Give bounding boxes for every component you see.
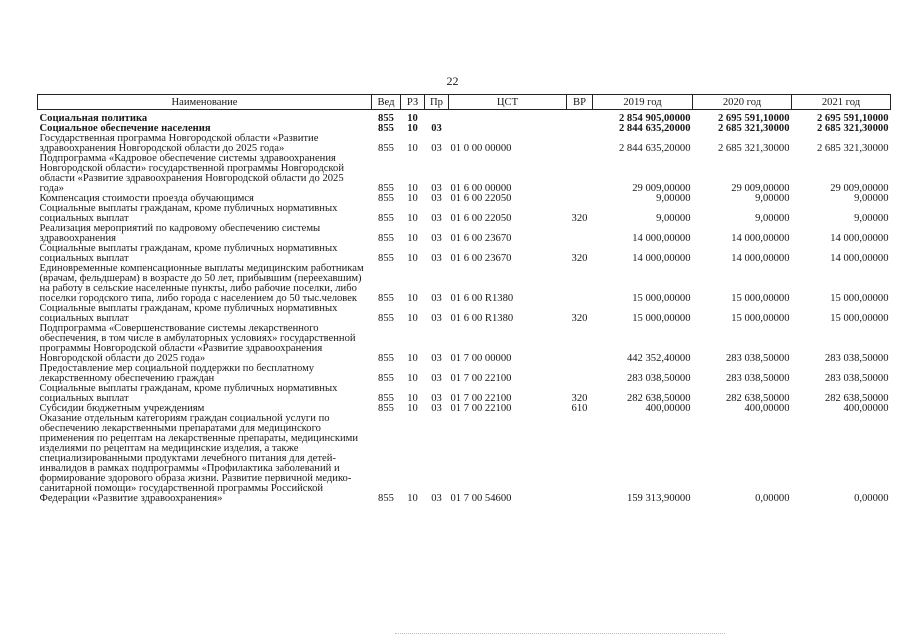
row-2021: 0,00000 — [854, 493, 889, 504]
row-2020: 0,00000 — [755, 493, 790, 504]
row-2021: 15 000,00000 — [830, 313, 889, 324]
table-row — [38, 204, 891, 224]
row-ved: 855 — [378, 123, 394, 134]
row-rz: 10 — [407, 123, 418, 134]
row-pr: 03 — [431, 213, 442, 224]
row-ved: 855 — [378, 113, 394, 124]
row-2020: 14 000,00000 — [731, 253, 790, 264]
row-rz: 10 — [407, 253, 418, 264]
row-2019: 15 000,00000 — [632, 313, 691, 324]
row-2020: 29 009,00000 — [731, 183, 790, 194]
row-2020: 283 038,50000 — [725, 373, 790, 384]
row-rz: 10 — [407, 233, 418, 244]
row-2021: 9,00000 — [854, 213, 889, 224]
row-2020: 2 685 321,30000 — [717, 123, 790, 134]
table-row — [38, 364, 891, 384]
row-pr: 03 — [431, 123, 442, 134]
row-pr: 03 — [431, 313, 442, 324]
row-name: Предоставление мер социальной поддержки по бесплатному лекарственному обеспечению граждан — [39, 363, 315, 384]
row-name: Социальные выплаты гражданам, кроме публичных нормативных социальных выплат — [39, 203, 338, 224]
header-vr: ВР — [567, 95, 593, 110]
table-row — [38, 244, 891, 264]
table-row — [38, 134, 891, 154]
row-name: Социальные выплаты гражданам, кроме публичных нормативных социальных выплат — [39, 383, 338, 404]
table-row — [38, 264, 891, 304]
row-name: Социальные выплаты гражданам, кроме публичных нормативных социальных выплат — [39, 243, 338, 264]
row-2021: 14 000,00000 — [830, 253, 889, 264]
row-vr — [567, 264, 593, 304]
row-2019: 9,00000 — [656, 193, 691, 204]
scan-edge-artifact — [395, 633, 725, 636]
table-row — [38, 384, 891, 404]
row-cst: 01 7 00 22100 — [450, 393, 512, 404]
row-ved: 855 — [378, 253, 394, 264]
row-2020: 9,00000 — [755, 213, 790, 224]
row-pr: 03 — [431, 143, 442, 154]
budget-table — [37, 94, 891, 504]
row-2020: 283 038,50000 — [725, 353, 790, 364]
row-2021: 400,00000 — [843, 403, 889, 414]
row-2020: 15 000,00000 — [731, 293, 790, 304]
row-2020: 15 000,00000 — [731, 313, 790, 324]
table-row — [38, 324, 891, 364]
table-row — [38, 224, 891, 244]
row-2021: 9,00000 — [854, 193, 889, 204]
row-ved: 855 — [378, 143, 394, 154]
row-ved: 855 — [378, 313, 394, 324]
row-rz: 10 — [407, 373, 418, 384]
header-pr: Пр — [425, 95, 449, 110]
header-2019: 2019 год — [593, 95, 693, 110]
row-vr: 320 — [571, 253, 588, 264]
header-2020: 2020 год — [693, 95, 792, 110]
row-cst: 01 6 00 R1380 — [450, 313, 514, 324]
row-2019: 14 000,00000 — [632, 253, 691, 264]
row-rz: 10 — [407, 403, 418, 414]
row-name: Государственная программа Новгородской области «Развитие здравоохранения Новгородской области до 2025 года» — [39, 133, 319, 154]
row-cst: 01 7 00 00000 — [450, 353, 512, 364]
row-2019: 9,00000 — [656, 213, 691, 224]
row-pr: 03 — [431, 293, 442, 304]
row-rz: 10 — [407, 143, 418, 154]
row-name: Социальная политика — [39, 113, 148, 124]
row-2021: 283 038,50000 — [824, 353, 889, 364]
row-rz: 10 — [407, 113, 418, 124]
row-ved: 855 — [378, 213, 394, 224]
row-vr: 610 — [571, 403, 588, 414]
row-cst: 01 7 00 54600 — [450, 493, 512, 504]
row-vr: 320 — [571, 393, 588, 404]
row-vr — [567, 324, 593, 364]
row-2019: 2 854 905,00000 — [618, 113, 691, 124]
row-vr — [567, 414, 593, 504]
row-pr: 03 — [431, 403, 442, 414]
row-cst: 01 6 00 R1380 — [450, 293, 514, 304]
row-2021: 2 685 321,30000 — [816, 123, 889, 134]
table-header-row — [38, 95, 891, 110]
row-cst: 01 6 00 23670 — [450, 233, 512, 244]
row-2020: 2 685 321,30000 — [717, 143, 790, 154]
row-rz: 10 — [407, 313, 418, 324]
row-2021: 14 000,00000 — [830, 233, 889, 244]
row-2019: 159 313,90000 — [626, 493, 691, 504]
row-rz: 10 — [407, 293, 418, 304]
row-pr: 03 — [431, 233, 442, 244]
row-2020: 282 638,50000 — [725, 393, 790, 404]
row-ved: 855 — [378, 493, 394, 504]
header-cst: ЦСТ — [449, 95, 567, 110]
row-ved: 855 — [378, 393, 394, 404]
row-name: Оказание отдельным категориям граждан социальной услуги по обеспечению лекарственными препаратами для медицинского применения по рецептам на лекарственные препараты, медицинскими изделиями по рецептам на медицинские изделия, а также специализированными продуктами лечебного питания для детей-инвалидов в рамках подпрограммы «Профилактика заболеваний и формирование здорового образа жизни. Развитие первичной медико-санитарной помощи» государственной программы Российской Федерации «Развитие здравоохранения» — [39, 413, 359, 504]
row-pr: 03 — [431, 493, 442, 504]
row-pr: 03 — [431, 193, 442, 204]
row-name: Компенсация стоимости проезда обучающимся — [39, 193, 254, 204]
row-rz: 10 — [407, 393, 418, 404]
row-ved: 855 — [378, 193, 394, 204]
row-2021: 282 638,50000 — [824, 393, 889, 404]
row-vr — [567, 154, 593, 194]
row-2020: 9,00000 — [755, 193, 790, 204]
row-vr — [567, 194, 593, 204]
row-vr — [567, 224, 593, 244]
row-vr — [567, 134, 593, 154]
row-2019: 2 844 635,20000 — [618, 143, 691, 154]
row-name: Социальное обеспечение населения — [39, 123, 211, 134]
row-cst: 01 0 00 00000 — [450, 143, 512, 154]
header-name: Наименование — [38, 95, 372, 110]
row-rz: 10 — [407, 493, 418, 504]
row-cst — [449, 124, 567, 134]
row-ved: 855 — [378, 373, 394, 384]
row-2021: 15 000,00000 — [830, 293, 889, 304]
row-ved: 855 — [378, 293, 394, 304]
row-2021: 2 695 591,10000 — [816, 113, 889, 124]
row-name: Реализация мероприятий по кадровому обеспечению системы здравоохранения — [39, 223, 321, 244]
row-rz: 10 — [407, 193, 418, 204]
row-cst: 01 7 00 22100 — [450, 403, 512, 414]
row-cst: 01 6 00 00000 — [450, 183, 512, 194]
row-2019: 29 009,00000 — [632, 183, 691, 194]
table-row — [38, 154, 891, 194]
row-pr: 03 — [431, 393, 442, 404]
row-2021: 2 685 321,30000 — [816, 143, 889, 154]
header-ved: Вед — [372, 95, 401, 110]
row-cst: 01 6 00 22050 — [450, 193, 512, 204]
row-ved: 855 — [378, 233, 394, 244]
row-ved: 855 — [378, 353, 394, 364]
row-vr — [567, 124, 593, 134]
row-rz: 10 — [407, 353, 418, 364]
row-pr — [425, 110, 449, 125]
row-ved: 855 — [378, 403, 394, 414]
row-name: Подпрограмма «Кадровое обеспечение системы здравоохранения Новгородской области» государственной программы Новгородской области «Развитие здравоохранения Новгородской области до 2025 года» — [39, 153, 345, 194]
row-2019: 442 352,40000 — [626, 353, 691, 364]
row-vr — [567, 110, 593, 125]
row-vr: 320 — [571, 313, 588, 324]
row-2020: 14 000,00000 — [731, 233, 790, 244]
table-row — [38, 414, 891, 504]
row-2019: 14 000,00000 — [632, 233, 691, 244]
row-ved: 855 — [378, 183, 394, 194]
row-cst: 01 7 00 22100 — [450, 373, 512, 384]
row-2020: 400,00000 — [744, 403, 790, 414]
row-2021: 29 009,00000 — [830, 183, 889, 194]
row-pr: 03 — [431, 183, 442, 194]
header-2021: 2021 год — [792, 95, 891, 110]
row-name: Социальные выплаты гражданам, кроме публичных нормативных социальных выплат — [39, 303, 338, 324]
row-vr — [567, 364, 593, 384]
row-rz: 10 — [407, 213, 418, 224]
row-cst: 01 6 00 22050 — [450, 213, 512, 224]
row-2021: 283 038,50000 — [824, 373, 889, 384]
row-name: Подпрограмма «Совершенствование системы лекарственного обеспечения, в том числе в амбулаторных условиях» государственной программы Новгородской области «Развитие здравоохранения Новгородской области до 2025 года» — [39, 323, 356, 364]
row-2019: 283 038,50000 — [626, 373, 691, 384]
row-cst: 01 6 00 23670 — [450, 253, 512, 264]
row-cst — [449, 110, 567, 125]
row-name: Единовременные компенсационные выплаты медицинским работникам (врачам, фельдшерам) в возрасте до 50 лет, прибывшим (переехавшим) на работу в сельские населенные пункты, либо рабочие поселки, либо поселки городского типа, либо города с населением до 50 тыс.человек — [39, 263, 364, 304]
row-pr: 03 — [431, 253, 442, 264]
row-2019: 400,00000 — [645, 403, 691, 414]
row-2019: 282 638,50000 — [626, 393, 691, 404]
row-2019: 2 844 635,20000 — [618, 123, 691, 134]
row-pr: 03 — [431, 353, 442, 364]
header-rz: РЗ — [401, 95, 425, 110]
table-row — [38, 304, 891, 324]
table-row — [38, 110, 891, 125]
row-rz: 10 — [407, 183, 418, 194]
row-2020: 2 695 591,10000 — [717, 113, 790, 124]
row-2019: 15 000,00000 — [632, 293, 691, 304]
row-pr: 03 — [431, 373, 442, 384]
row-name: Субсидии бюджетным учреждениям — [39, 403, 205, 414]
page-number: 22 — [446, 74, 459, 88]
row-vr: 320 — [571, 213, 588, 224]
